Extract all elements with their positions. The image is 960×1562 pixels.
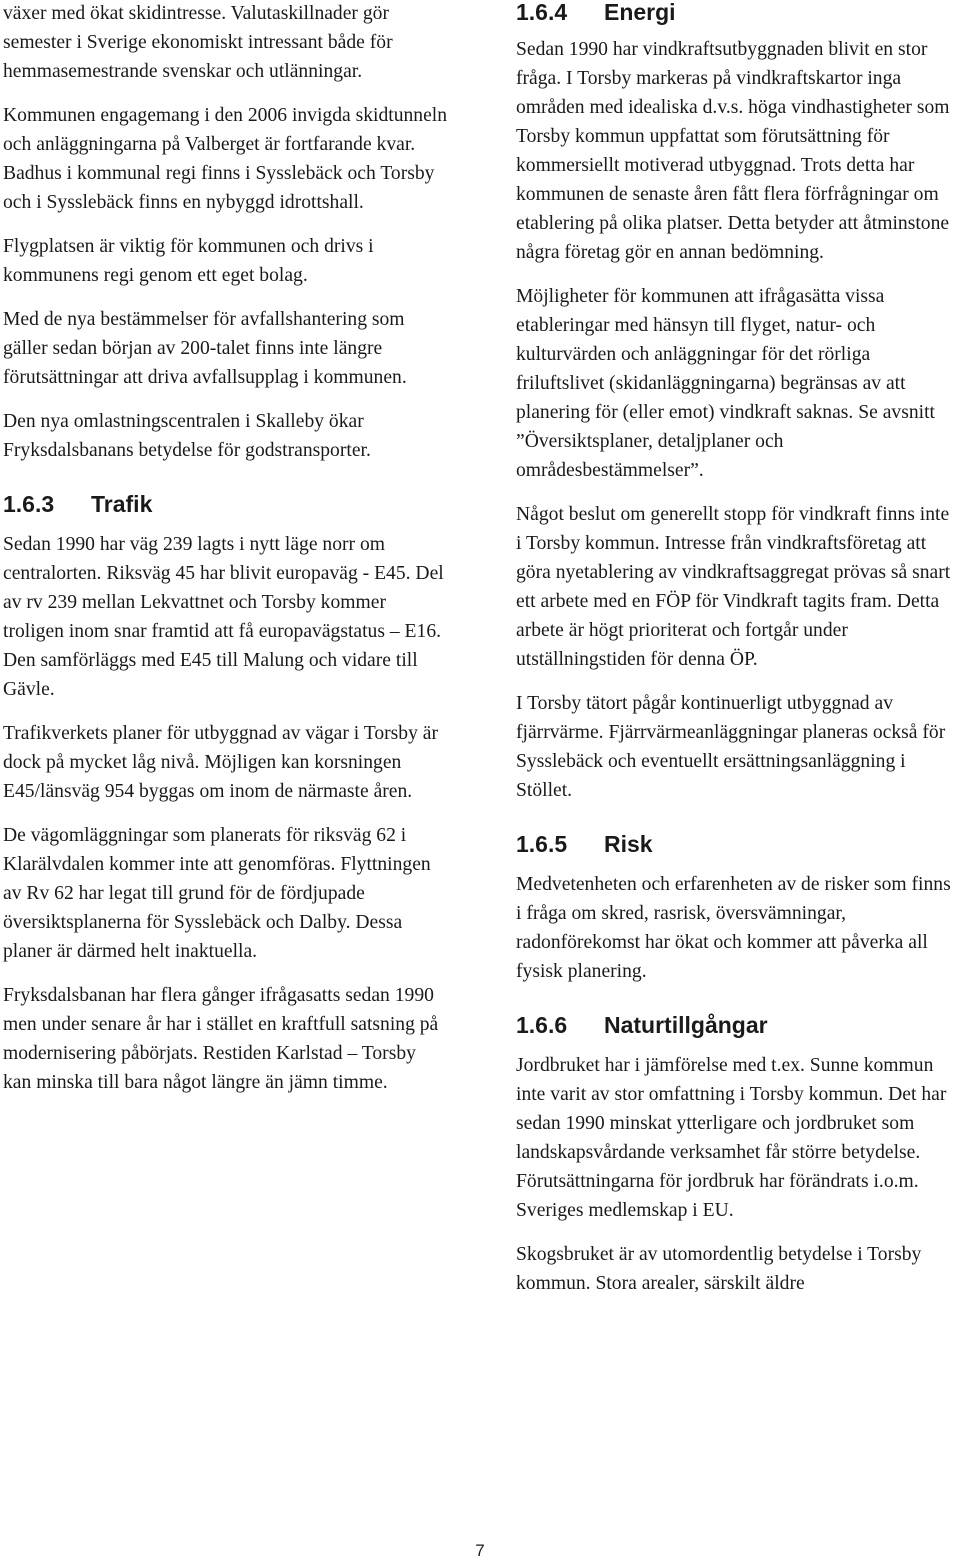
section-heading-trafik: [3, 489, 448, 519]
paragraph-risk: Medvetenheten och erfarenheten av de risker som finns i fråga om skred, rasrisk, översvämningar, radonförekomst har ökat och kommer att påverka all fysisk planering.: [516, 874, 951, 982]
section-number: 1.6.4: [516, 0, 568, 25]
section-heading-naturtillgangar: [516, 1010, 956, 1040]
paragraph-rv62: De vägomläggningar som planerats för riksväg 62 i Klarälvdalen kommer inte att genomföras. Flyttningen av Rv 62 har legat till grund för de fördjupade översiktsplanerna för Sysslebäck och Dalby. Dessa planer är därmed helt inaktuella.: [3, 825, 431, 962]
section-title: Risk: [604, 831, 653, 857]
paragraph-possibilities: Möjligheter för kommunen att ifrågasätta vissa etableringar med hänsyn till flyget, natur- och kulturvärden och anläggningar för det rörliga friluftslivet (skidanläggningarna) begränsas av att planering för (eller emot) vindkraft saknas. Se avsnitt ”Översiktsplaner, detaljplaner och områdesbestämmelser”.: [516, 286, 935, 481]
section-title: Naturtillgångar: [604, 1012, 768, 1038]
section-number: 1.6.6: [516, 1012, 568, 1038]
paragraph-decision: Något beslut om generellt stopp för vindkraft finns inte i Torsby kommun. Intresse från vindkraftsföretag att göra nyetablering av vindkraftsaggregat prövas så snart ett arbete med en FÖP för Vindkraft tagits fram. Detta arbete är högt prioriterat och fortgår under utställningstiden för denna ÖP.: [516, 504, 951, 670]
paragraph-district-heating: I Torsby tätort pågår kontinuerligt utbyggnad av fjärrvärme. Fjärrvärmeanläggningar planeras också för Sysslebäck och eventuellt ersättningsanläggning i Stöllet.: [516, 693, 946, 801]
paragraph-fryksdalsbanan: Fryksdalsbanan har flera gånger ifrågasatts sedan 1990 men under senare år har i stället en kraftfull satsning på modernisering påbörjats. Restiden Karlstad – Torsby kan minska till bara något längre än jämn timme.: [3, 985, 439, 1093]
section-title: Trafik: [91, 491, 153, 517]
section-heading-risk: [516, 829, 956, 859]
page-number: 7: [475, 1541, 485, 1560]
paragraph-roads: Sedan 1990 har väg 239 lagts i nytt läge norr om centralorten. Riksväg 45 har blivit europaväg - E45. Del av rv 239 mellan Lekvattnet och Torsby kommer troligen inom snar framtid att få europavägstatus – E16. Den samförläggs med E45 till Malung och vidare till Gävle.: [3, 534, 444, 700]
section-number: 1.6.3: [3, 491, 55, 517]
paragraph-forestry: Skogsbruket är av utomordentlig betydelse i Torsby kommun. Stora arealer, särskilt äldre: [516, 1244, 922, 1294]
left-column: [3, 0, 448, 1112]
paragraph-wind-power: Sedan 1990 har vindkraftsutbyggnaden blivit en stor fråga. I Torsby markeras på vindkraftskartor inga områden med idealiska d.v.s. höga vindhastigheter som Torsby kommun uppfattat som förutsättning för kommersiellt motiverad utbyggnad. Trots detta har kommunen de senaste åren fått flera förfrågningar om etablering på olika platser. Detta betyder att åtminstone några företag gör en annan bedömning.: [516, 39, 950, 263]
paragraph-transfer-center: Den nya omlastningscentralen i Skalleby ökar Fryksdalsbanans betydelse för godstransporter.: [3, 411, 371, 461]
section-title: Energi: [604, 0, 676, 25]
section-heading-energi: [516, 0, 956, 27]
paragraph-airport: Flygplatsen är viktig för kommunen och drivs i kommunens regi genom ett eget bolag.: [3, 236, 374, 286]
paragraph-agriculture: Jordbruket har i jämförelse med t.ex. Sunne kommun inte varit av stor omfattning i Torsby kommun. Det har sedan 1990 minskat ytterligare och jordbruket som landskapsvårdande verksamhet får större betydelse. Förutsättningarna för jordbruk har förändrats i.o.m. Sveriges medlemskap i EU.: [516, 1055, 947, 1221]
section-number: 1.6.5: [516, 831, 568, 857]
paragraph-waste: Med de nya bestämmelser för avfallshantering som gäller sedan början av 200-talet finns inte längre förutsättningar att driva avfallsupplag i kommunen.: [3, 309, 407, 388]
paragraph-trafikverket: Trafikverkets planer för utbyggnad av vägar i Torsby är dock på mycket låg nivå. Möjligen kan korsningen E45/länsväg 954 byggas om inom de närmaste åren.: [3, 723, 439, 802]
paragraph-tourism: växer med ökat skidintresse. Valutaskillnader gör semester i Sverige ekonomiskt intressant både för hemmasemestrande svenskar och utlänningar.: [3, 3, 393, 82]
right-column: [516, 0, 956, 1313]
paragraph-ski-tunnel: Kommunen engagemang i den 2006 invigda skidtunneln och anläggningarna på Valberget är fortfarande kvar. Badhus i kommunal regi finns i Sysslebäck och Torsby och i Sysslebäck finns en nybyggd idrottshall.: [3, 105, 448, 213]
